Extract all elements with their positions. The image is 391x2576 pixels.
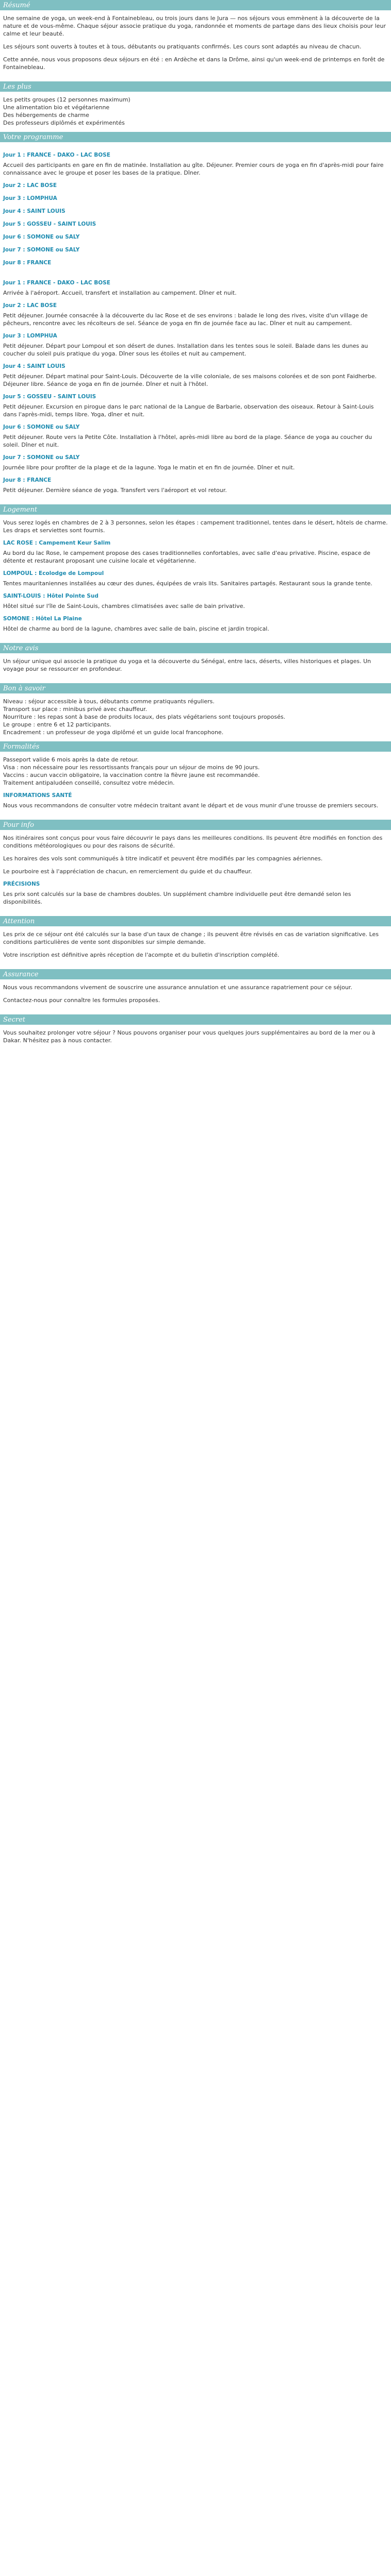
day-label: Jour 3 : LOMPHUA bbox=[3, 195, 57, 201]
note-title: Notre avis bbox=[0, 643, 391, 653]
day-label: Jour 4 : SAINT LOUIS bbox=[3, 363, 66, 369]
plus-section bbox=[0, 81, 391, 132]
formalites-sub-label: INFORMATIONS SANTÉ bbox=[3, 792, 72, 799]
day-label: Jour 5 : GOSSEU - SAINT LOUIS bbox=[3, 394, 96, 400]
formalites-item: Vaccins : aucun vaccin obligatoire, la vaccination contre la fièvre jaune est recommandée. bbox=[3, 772, 260, 778]
day-text: Petit déjeuner. Excursion en pirogue dans le parc national de la Langue de Barbarie, observation des oiseaux. Retour à Saint-Louis dans l'après-midi, temps libre. Yoga, dîner et nuit. bbox=[3, 403, 374, 418]
bon-item: Nourriture : les repas sont à base de produits locaux, des plats végétariens sont toujours proposés. bbox=[3, 714, 286, 720]
plus-item: Des hébergements de charme bbox=[3, 112, 89, 118]
logement-paragraph: Vous serez logés en chambres de 2 à 3 personnes, selon les étapes : campement traditionnel, tentes dans le désert, hôtels de charme. Les draps et serviettes sont fournis. bbox=[3, 519, 388, 534]
bon-section bbox=[0, 683, 391, 741]
logement-place: LOMPOUL : Ecolodge de Lompoul bbox=[3, 570, 104, 577]
day-label: Jour 8 : FRANCE bbox=[3, 477, 52, 483]
resume-paragraph: Les séjours sont ouverts à toutes et à tous, débutants ou pratiquants confirmés. Les cours sont adaptés au niveau de chacun. bbox=[3, 43, 362, 50]
day-text: Journée libre pour profiter de la plage et de la lagune. Yoga le matin et en fin de journée. Dîner et nuit. bbox=[3, 464, 295, 471]
attention-paragraph: Les prix de ce séjour ont été calculés sur la base d'un taux de change ; ils peuvent être révisés en cas de variation significative. Les conditions particulières de vente sont disponibles sur simple demande. bbox=[3, 931, 379, 945]
bon-item: Le groupe : entre 6 et 12 participants. bbox=[3, 721, 111, 728]
day-text: Petit déjeuner. Route vers la Petite Côte. Installation à l'hôtel, après-midi libre au bord de la plage. Séance de yoga au coucher du soleil. Dîner et nuit. bbox=[3, 434, 372, 448]
resume-section bbox=[0, 0, 391, 81]
formalites-section bbox=[0, 741, 391, 820]
assurance-title: Assurance bbox=[0, 969, 391, 979]
plus-item: Une alimentation bio et végétarienne bbox=[3, 104, 110, 111]
day-label: Jour 1 : FRANCE - DAKO - LAC BOSE bbox=[3, 280, 110, 286]
bon-title: Bon à savoir bbox=[0, 683, 391, 693]
day-label: Jour 7 : SOMONE ou SALY bbox=[3, 454, 80, 461]
secret-title: Secret bbox=[0, 1014, 391, 1025]
attention-paragraph: Votre inscription est définitive après réception de l'acompte et du bulletin d'inscription complété. bbox=[3, 952, 280, 958]
assurance-paragraph: Contactez-nous pour connaître les formules proposées. bbox=[3, 997, 160, 1004]
day-label: Jour 4 : SAINT LOUIS bbox=[3, 208, 66, 214]
secret-text: Vous souhaitez prolonger votre séjour ? Nous pouvons organiser pour vous quelques jours supplémentaires au bord de la mer ou à Dakar. N'hésitez pas à nous contacter. bbox=[3, 1029, 376, 1044]
day-label: Jour 2 : LAC BOSE bbox=[3, 182, 57, 189]
attention-title: Attention bbox=[0, 916, 391, 926]
day-label: Jour 8 : FRANCE bbox=[3, 260, 52, 266]
day-label: Jour 6 : SOMONE ou SALY bbox=[3, 424, 80, 430]
day-text: Petit déjeuner. Départ matinal pour Saint-Louis. Découverte de la ville coloniale, de ses maisons colorées et de son pont Faidherbe. Déjeuner libre. Séance de yoga en fin de journée. Dîner et nuit à l'hôtel. bbox=[3, 373, 377, 387]
bon-item: Niveau : séjour accessible à tous, débutants comme pratiquants réguliers. bbox=[3, 698, 215, 705]
resume-paragraph: Une semaine de yoga, un week-end à Fontainebleau, ou trois jours dans le Jura — nos séjours vous emmènent à la découverte de la nature et de vous-même. Chaque séjour associe pratique du yoga, randonnée et moments de partage dans des lieux choisis pour leur calme et leur beauté. bbox=[3, 15, 386, 37]
pour-sub-label: PRÉCISIONS bbox=[3, 881, 40, 887]
plus-item: Des professeurs diplômés et expérimentés bbox=[3, 120, 125, 126]
plus-item: Les petits groupes (12 personnes maximum) bbox=[3, 96, 131, 103]
day-text: Accueil des participants en gare en fin de matinée. Installation au gîte. Déjeuner. Premier cours de yoga en fin d'après-midi pour faire connaissance avec le groupe et poser les bases de la pratique. Dîner. bbox=[3, 162, 384, 176]
logement-paragraph: Au bord du lac Rose, le campement propose des cases traditionnelles confortables, avec salle d'eau privative. Piscine, espace de détente et restaurant proposant une cuisine locale et végétarienne. bbox=[3, 550, 370, 564]
day-label: Jour 2 : LAC BOSE bbox=[3, 302, 57, 309]
pour-section bbox=[0, 820, 391, 916]
logement-section bbox=[0, 504, 391, 643]
day-label: Jour 5 : GOSSEU - SAINT LOUIS bbox=[3, 221, 96, 227]
plus-title: Les plus bbox=[0, 81, 391, 92]
resume-paragraph: Cette année, nous vous proposons deux séjours en été : en Ardèche et dans la Drôme, ainsi qu'un week-end de printemps en forêt de Fontainebleau. bbox=[3, 56, 385, 71]
bon-item: Transport sur place : minibus privé avec chauffeur. bbox=[3, 706, 148, 713]
bon-item: Encadrement : un professeur de yoga diplômé et un guide local francophone. bbox=[3, 729, 224, 736]
pour-sub-text: Les prix sont calculés sur la base de chambres doubles. Un supplément chambre individuelle peut être demandé selon les disponibilités. bbox=[3, 891, 351, 905]
day-text: Arrivée à l'aéroport. Accueil, transfert et installation au campement. Dîner et nuit. bbox=[3, 290, 237, 296]
logement-place: SAINT-LOUIS : Hôtel Pointe Sud bbox=[3, 593, 99, 599]
day-label: Jour 6 : SOMONE ou SALY bbox=[3, 234, 80, 240]
day-label: Jour 3 : LOMPHUA bbox=[3, 333, 57, 339]
formalites-item: Visa : non nécessaire pour les ressortissants français pour un séjour de moins de 90 jours. bbox=[3, 764, 260, 771]
day-text: Petit déjeuner. Départ pour Lompoul et son désert de dunes. Installation dans les tentes sous le soleil. Balade dans les dunes au coucher du soleil puis pratique du yoga. Dîner sous les étoiles et nuit au campement. bbox=[3, 343, 368, 357]
resume-title: Résumé bbox=[0, 0, 391, 10]
logement-paragraph: Hôtel de charme au bord de la lagune, chambres avec salle de bain, piscine et jardin tropical. bbox=[3, 625, 269, 632]
day-label: Jour 1 : FRANCE - DAKO - LAC BOSE bbox=[3, 152, 110, 158]
day-text: Petit déjeuner. Dernière séance de yoga. Transfert vers l'aéroport et vol retour. bbox=[3, 487, 227, 494]
logement-title: Logement bbox=[0, 504, 391, 515]
formalites-item: Traitement antipaludéen conseillé, consultez votre médecin. bbox=[3, 779, 175, 786]
note-section bbox=[0, 643, 391, 683]
formalites-sub-text: Nous vous recommandons de consulter votre médecin traitant avant le départ et de vous munir d'une trousse de premiers secours. bbox=[3, 802, 379, 809]
assurance-section bbox=[0, 969, 391, 1014]
day-text: Petit déjeuner. Journée consacrée à la découverte du lac Rose et de ses environs : balade le long des rives, visite d'un village de pêcheurs, rencontre avec les récolteurs de sel. Séance de yoga en fin de journée face au lac. Dîner et nuit au campement. bbox=[3, 312, 368, 327]
programme-section bbox=[0, 132, 391, 504]
pour-paragraph: Le pourboire est à l'appréciation de chacun, en remerciement du guide et du chauffeur. bbox=[3, 868, 252, 875]
formalites-item: Passeport valide 6 mois après la date de retour. bbox=[3, 756, 139, 763]
programme-title: Votre programme bbox=[0, 132, 391, 142]
attention-section bbox=[0, 916, 391, 969]
logement-paragraph: Hôtel situé sur l'île de Saint-Louis, chambres climatisées avec salle de bain privative. bbox=[3, 603, 245, 609]
secret-section bbox=[0, 1014, 391, 1055]
day-label: Jour 7 : SOMONE ou SALY bbox=[3, 247, 80, 253]
note-text: Un séjour unique qui associe la pratique du yoga et la découverte du Sénégal, entre lacs, déserts, villes historiques et plages. Un voyage pour se ressourcer en profondeur. bbox=[3, 658, 371, 672]
formalites-title: Formalités bbox=[0, 741, 391, 752]
assurance-paragraph: Nous vous recommandons vivement de souscrire une assurance annulation et une assurance rapatriement pour ce séjour. bbox=[3, 984, 352, 991]
pour-paragraph: Nos itinéraires sont conçus pour vous faire découvrir le pays dans les meilleures conditions. Ils peuvent être modifiés en fonction des conditions météorologiques ou pour des raisons de sécurité. bbox=[3, 835, 383, 849]
pour-title: Pour info bbox=[0, 820, 391, 830]
logement-paragraph: Tentes mauritaniennes installées au cœur des dunes, équipées de vrais lits. Sanitaires partagés. Restaurant sous la grande tente. bbox=[3, 580, 372, 587]
pour-paragraph: Les horaires des vols sont communiqués à titre indicatif et peuvent être modifiés par les compagnies aériennes. bbox=[3, 855, 323, 862]
logement-place: SOMONE : Hôtel La Plaine bbox=[3, 616, 82, 622]
logement-place: LAC ROSE : Campement Keur Salim bbox=[3, 540, 111, 546]
page bbox=[0, 0, 391, 1055]
